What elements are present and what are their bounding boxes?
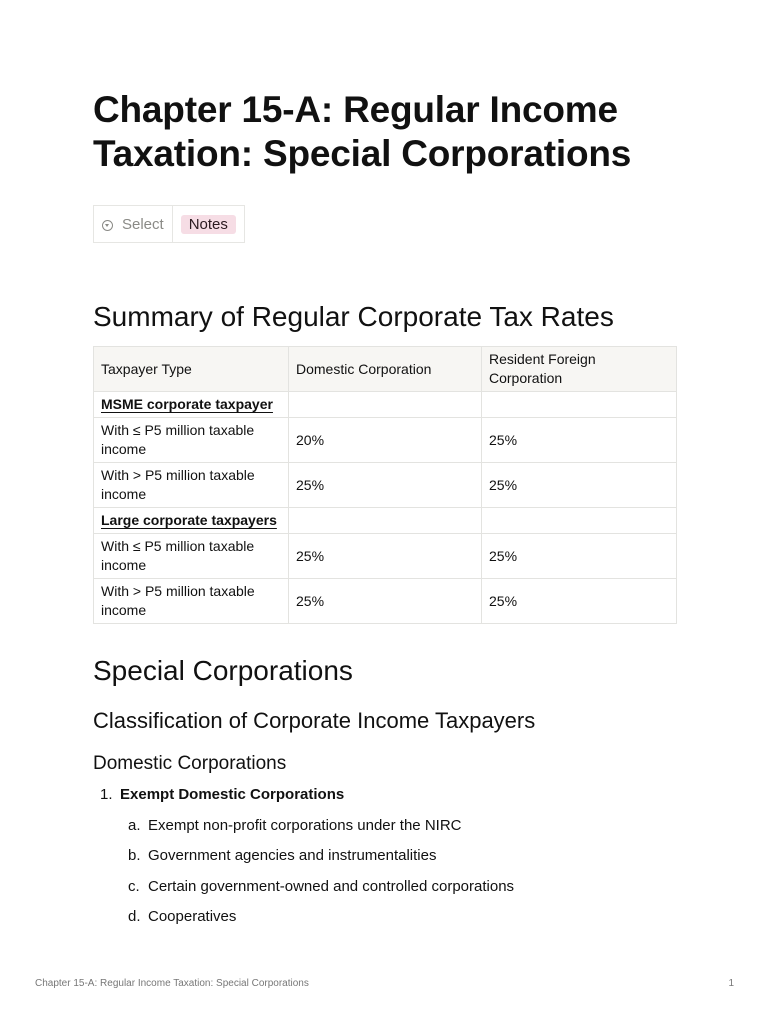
list-number: 1. <box>100 786 113 803</box>
table-section-row <box>94 508 677 534</box>
footer-title: Chapter 15-A: Regular Income Taxation: Special Corporations <box>35 978 309 989</box>
table-row <box>94 463 677 508</box>
heading-special-corporations: Special Corporations <box>93 655 353 686</box>
table-header: Resident Foreign Corporation <box>482 347 677 392</box>
table-row <box>94 579 677 624</box>
table-cell: 25% <box>289 534 482 579</box>
table-header-row <box>94 347 677 392</box>
list-item <box>128 908 236 925</box>
tax-rates-table <box>93 346 677 624</box>
list-letter: b. <box>128 847 141 864</box>
table-section-label: MSME corporate taxpayer <box>94 392 289 418</box>
tag-cell[interactable] <box>173 206 244 242</box>
list-item <box>128 817 461 834</box>
list-item <box>128 847 437 864</box>
footer-page-number: 1 <box>728 978 734 989</box>
list-item <box>128 878 514 895</box>
notes-tag[interactable]: Notes <box>181 215 236 234</box>
heading-domestic-corporations: Domestic Corporations <box>93 753 287 774</box>
list-item <box>100 786 344 803</box>
table-row <box>94 418 677 463</box>
property-row <box>93 205 245 243</box>
table-cell: 25% <box>289 579 482 624</box>
heading-classification: Classification of Corporate Income Taxpayers <box>93 708 536 733</box>
table-cell <box>289 392 482 418</box>
list-item-text: Exempt Domestic Corporations <box>120 786 345 803</box>
table-cell: With > P5 million taxable income <box>94 579 289 624</box>
table-section-row <box>94 392 677 418</box>
table-cell: With ≤ P5 million taxable income <box>94 418 289 463</box>
table-cell <box>482 392 677 418</box>
list-letter: c. <box>128 878 140 895</box>
table-cell: 25% <box>482 534 677 579</box>
table-section-label: Large corporate taxpayers <box>94 508 289 534</box>
table-cell: 20% <box>289 418 482 463</box>
table-row <box>94 534 677 579</box>
select-label: Select <box>122 215 164 233</box>
table-header: Taxpayer Type <box>94 347 289 392</box>
select-icon <box>102 220 113 231</box>
heading-summary: Summary of Regular Corporate Tax Rates <box>93 301 614 332</box>
list-item-text: Certain government-owned and controlled corporations <box>148 878 515 895</box>
table-cell <box>482 508 677 534</box>
list-item-text: Cooperatives <box>148 908 237 925</box>
table-cell: 25% <box>482 579 677 624</box>
table-cell: With ≤ P5 million taxable income <box>94 534 289 579</box>
table-cell: With > P5 million taxable income <box>94 463 289 508</box>
table-cell: 25% <box>482 463 677 508</box>
table-header: Domestic Corporation <box>289 347 482 392</box>
page-title: Chapter 15-A: Regular Income Taxation: Special Corporations <box>93 89 632 174</box>
table-cell: 25% <box>289 463 482 508</box>
select-property[interactable] <box>94 206 173 242</box>
list-item-text: Exempt non-profit corporations under the NIRC <box>148 817 462 834</box>
list-letter: a. <box>128 817 141 834</box>
table-cell <box>289 508 482 534</box>
list-letter: d. <box>128 908 141 925</box>
list-item-text: Government agencies and instrumentalities <box>148 847 437 864</box>
table-cell: 25% <box>482 418 677 463</box>
